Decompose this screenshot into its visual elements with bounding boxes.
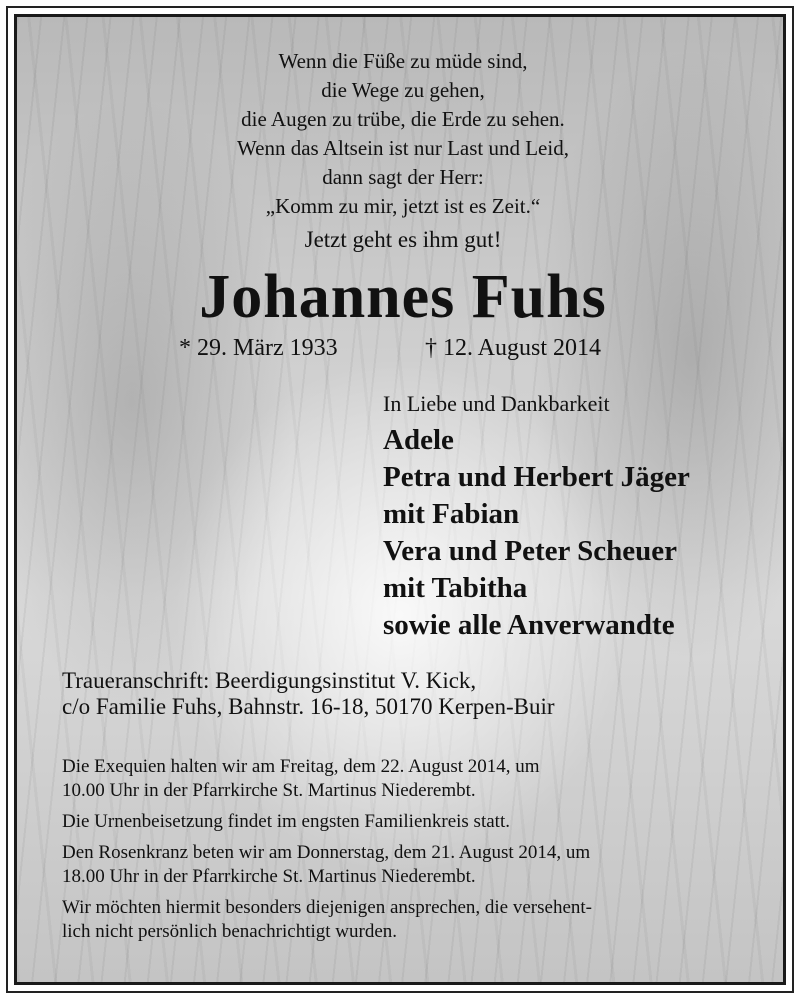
detail-line: lich nicht persönlich benachrichtigt wurden. (62, 921, 398, 942)
poem-closing: Jetzt geht es ihm gut! (304, 227, 502, 252)
rosary-paragraph (62, 841, 762, 889)
mourner-entry: Adele (383, 424, 454, 456)
urn-burial-paragraph (62, 810, 762, 834)
address-line: Traueranschrift: Beerdigungsinstitut V. Kick, (62, 668, 477, 693)
forest-background-panel (14, 14, 786, 985)
address-line: c/o Familie Fuhs, Bahnstr. 16-18, 50170 Kerpen-Buir (62, 694, 555, 719)
poem-line: Wenn die Füße zu müde sind, (278, 49, 528, 73)
poem-line: „Komm zu mir, jetzt ist es Zeit.“ (265, 194, 541, 218)
detail-line: Die Exequien halten wir am Freitag, dem 22. August 2014, um (62, 756, 540, 777)
mourner-entry: Vera und Peter Scheuer (383, 535, 677, 567)
poem (17, 47, 786, 221)
deceased-name: Johannes Fuhs (199, 263, 607, 331)
notice-paragraph (62, 896, 762, 944)
mourners-list (383, 422, 690, 644)
birth-date: * 29. März 1933 (179, 335, 338, 361)
mourner-entry: Petra und Herbert Jäger (383, 461, 690, 493)
detail-line: Den Rosenkranz beten wir am Donnerstag, dem 21. August 2014, um (62, 842, 591, 863)
mourner-entry: mit Fabian (383, 498, 520, 530)
dedication-line: In Liebe und Dankbarkeit (383, 391, 610, 416)
death-date: † 12. August 2014 (425, 335, 602, 361)
detail-line: 18.00 Uhr in der Pfarrkirche St. Martinus Niederembt. (62, 866, 476, 887)
poem-line: dann sagt der Herr: (322, 165, 484, 189)
exequien-paragraph (62, 755, 762, 803)
poem-line: Wenn das Altsein ist nur Last und Leid, (237, 136, 569, 160)
mourner-entry: sowie alle Anverwandte (383, 609, 675, 641)
detail-line: 10.00 Uhr in der Pfarrkirche St. Martinus Niederembt. (62, 780, 476, 801)
mourning-address (62, 668, 555, 720)
poem-line: die Wege zu gehen, (321, 78, 485, 102)
service-details (62, 755, 762, 951)
mourner-entry: mit Tabitha (383, 572, 528, 604)
detail-line: Die Urnenbeisetzung findet im engsten Familienkreis statt. (62, 811, 510, 832)
poem-line: die Augen zu trübe, die Erde zu sehen. (241, 107, 565, 131)
detail-line: Wir möchten hiermit besonders diejenigen ansprechen, die versehent- (62, 897, 592, 918)
